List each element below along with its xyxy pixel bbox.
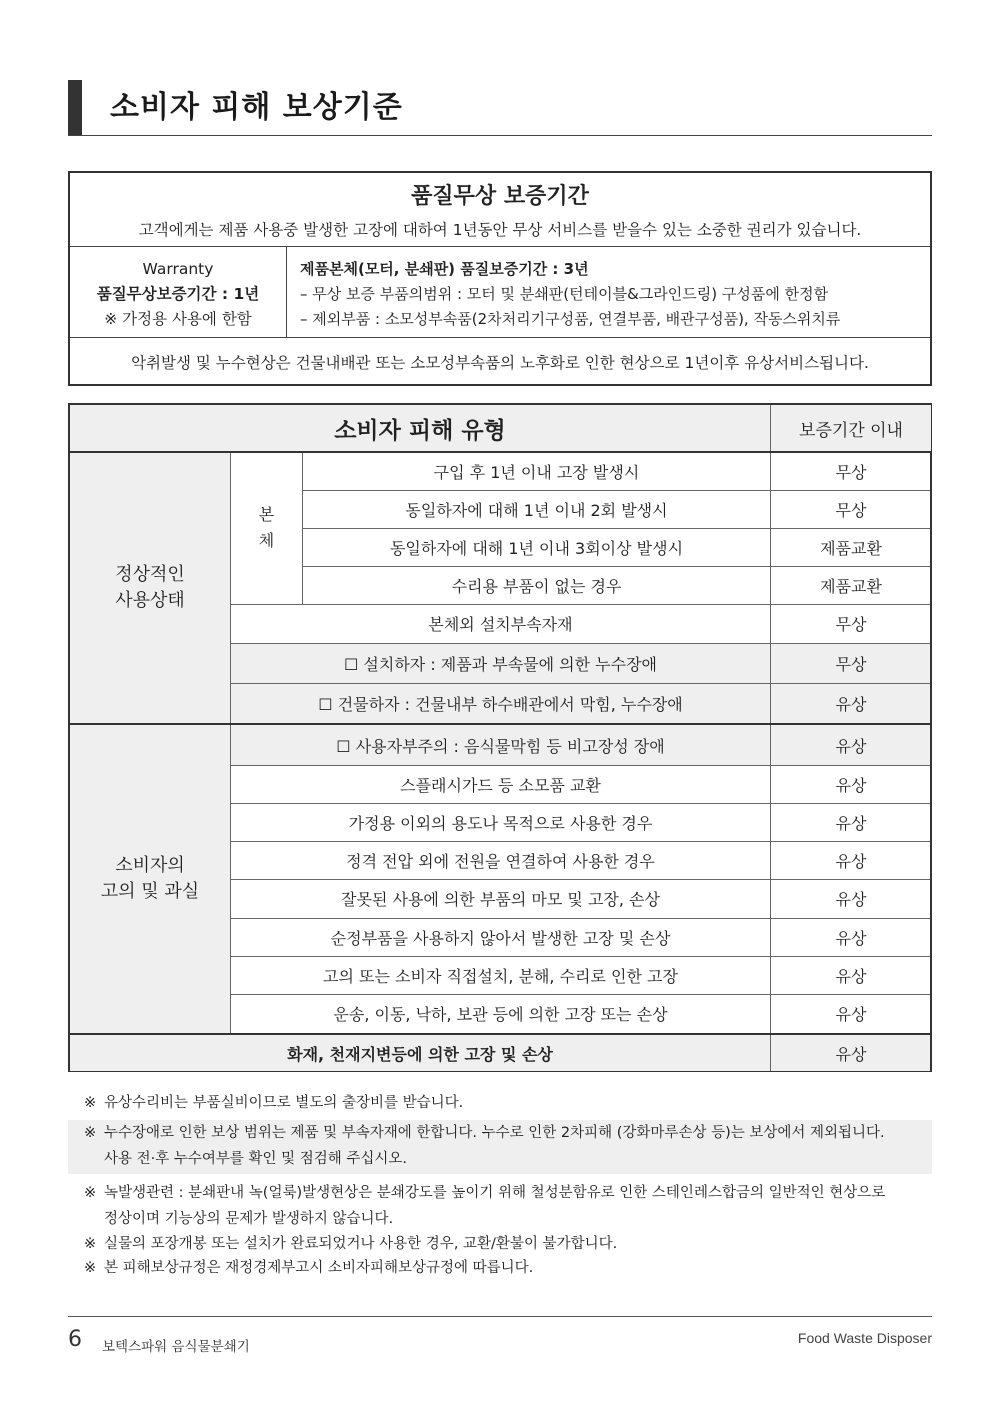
grid-line [770,405,771,1071]
grid-line [230,994,930,995]
table-row-result: 유상 [835,775,867,795]
note-text: 본 피해보상규정은 재정경제부고시 소비자피해보상규정에 따릅니다. [104,1260,534,1276]
note-mark: ※ [84,1185,97,1201]
warranty-detail-line: – 제외부품 : 소모성부속품(2차처리기구성품, 연결부품, 배관구성품), 작동스위치류 [300,310,841,328]
note-text: 실물의 포장개봉 또는 설치가 완료되었거나 사용한 경우, 교환/환불이 불가합니다. [104,1236,618,1252]
note-item [68,1255,932,1281]
table-row-type: ☐ 설치하자 : 제품과 부속물에 의한 누수장애 [343,654,657,674]
product-name: 보텍스파워 음식물분쇄기 [102,1339,250,1355]
note-mark: ※ [84,1095,97,1111]
grid-line [70,723,930,725]
table-row-type: 수리용 부품이 없는 경우 [451,576,622,596]
compensation-table [68,403,932,1072]
note-item [68,1090,932,1118]
table-row-type: ☐ 건물하자 : 건물내부 하수배관에서 막힘, 누수장애 [318,694,683,714]
table-row-result: 유상 [835,694,867,714]
grid-line [230,765,930,766]
note-mark: ※ [84,1260,97,1276]
table-row-type: 동일하자에 대해 1년 이내 2회 발생시 [405,500,668,520]
warranty-summary [70,257,286,332]
warranty-title: 품질무상 보증기간 [411,184,589,209]
page-footer [68,1316,932,1355]
heading-bar [68,80,82,135]
table-row-result: 유상 [835,736,867,756]
warranty-period: 품질무상보증기간 : 1년 [96,285,260,303]
grid-line [230,918,930,919]
table-row-result: 유상 [835,1044,867,1064]
divider [70,337,930,338]
table-row-result: 무상 [835,615,867,634]
note-text: 사용 전·후 누수여부를 확인 및 점검해 주십시오. [104,1151,408,1167]
note-item [68,1180,932,1234]
divider [286,246,287,337]
divider [70,246,930,247]
group-normal-use: 정상적인 사용상태 [70,452,230,723]
group-body: 본 체 [258,505,275,550]
table-row-type: 잘못된 사용에 의한 부품의 마모 및 고장, 손상 [341,890,660,909]
warranty-box [68,171,932,386]
grid-line [230,879,930,880]
note-text: 녹발생관련 : 분쇄판내 녹(얼룩)발생현상은 분쇄강도를 높이기 위해 철성분함유로 인한 스테인레스합금의 일반적인 현상으로 [104,1185,886,1201]
warranty-detail-line: 제품본체(모터, 분쇄판) 품질보증기간 : 3년 [300,260,589,278]
page-number: 6 [68,1327,82,1352]
note-mark: ※ [84,1125,97,1141]
table-row-type: 가정용 이외의 용도나 목적으로 사용한 경우 [348,813,653,833]
group-consumer-fault: 소비자의 고의 및 과실 [70,725,230,1033]
grid-line [302,490,930,491]
section-heading [68,80,932,136]
note-item [68,1231,932,1257]
note-text: 유상수리비는 부품실비이므로 별도의 출장비를 받습니다. [104,1095,464,1111]
warranty-subtitle: 고객에게는 제품 사용중 발생한 고장에 대하여 1년동안 무상 서비스를 받을수 있는 소중한 권리가 있습니다. [138,221,862,239]
table-row-result: 제품교환 [820,576,882,596]
grid-line [230,643,930,644]
header-type: 소비자 피해 유형 [70,405,770,451]
table-row-type: 정격 전압 외에 전원을 연결하여 사용한 경우 [346,851,655,871]
warranty-details [300,257,925,332]
grid-line [70,451,930,453]
warranty-label: Warranty [142,260,214,278]
table-row-result: 유상 [835,851,867,871]
table-row-type: 화재, 천재지변등에 의한 고장 및 손상 [287,1044,553,1064]
page-title: 소비자 피해 보상기준 [110,90,403,125]
warranty-note: 악취발생 및 누수현상은 건물내배관 또는 소모성부속품의 노후화로 인한 현상으로 1년이후 유상서비스됩니다. [131,354,869,372]
grid-line [230,841,930,842]
table-row-type: 스플래시가드 등 소모품 교환 [400,775,601,795]
table-row-type: 본체외 설치부속자재 [428,615,573,634]
warranty-detail-line: – 무상 보증 부품의범위 : 모터 및 분쇄판(턴테이블&그라인드링) 구성품에 한정함 [300,285,829,303]
table-row-result: 무상 [835,654,867,674]
table-row-result: 유상 [835,966,867,986]
table-row-result: 유상 [835,813,867,833]
note-mark: ※ [84,1236,97,1252]
table-row-type: 고의 또는 소비자 직접설치, 분해, 수리로 인한 고장 [323,966,678,986]
table-row-result: 무상 [835,500,867,520]
grid-line [302,528,930,529]
table-row-result: 유상 [835,928,867,948]
grid-line [230,803,930,804]
table-row-type: 구입 후 1년 이내 고장 발생시 [433,462,640,482]
grid-line [230,683,930,684]
grid-line [70,1033,930,1035]
grid-line [230,604,930,605]
table-row-type: ☐ 사용자부주의 : 음식물막힘 등 비고장성 장애 [336,736,665,756]
note-item [68,1120,932,1174]
table-row-result: 유상 [835,890,867,909]
table-row-type: 동일하자에 대해 1년 이내 3회이상 발생시 [389,538,684,558]
grid-line [230,451,231,1035]
grid-line [230,956,930,957]
note-text: 정상이며 기능상의 문제가 발생하지 않습니다. [104,1211,394,1227]
table-row-type: 운송, 이동, 낙하, 보관 등에 의한 고장 또는 손상 [333,1005,668,1024]
grid-line [302,566,930,567]
header-period: 보증기간 이내 [771,405,931,451]
table-row-result: 제품교환 [820,538,882,558]
table-row-result: 무상 [835,462,867,482]
table-row-type: 순정부품을 사용하지 않아서 발생한 고장 및 손상 [330,928,671,948]
warranty-scope: ※ 가정용 사용에 한함 [104,310,252,328]
note-text: 누수장애로 인한 보상 범위는 제품 및 부속자재에 한합니다. 누수로 인한 2차피해 (강화마루손상 등)는 보상에서 제외됩니다. [104,1125,885,1141]
table-row-result: 유상 [835,1005,867,1024]
product-english-name: Food Waste Disposer [797,1330,932,1346]
